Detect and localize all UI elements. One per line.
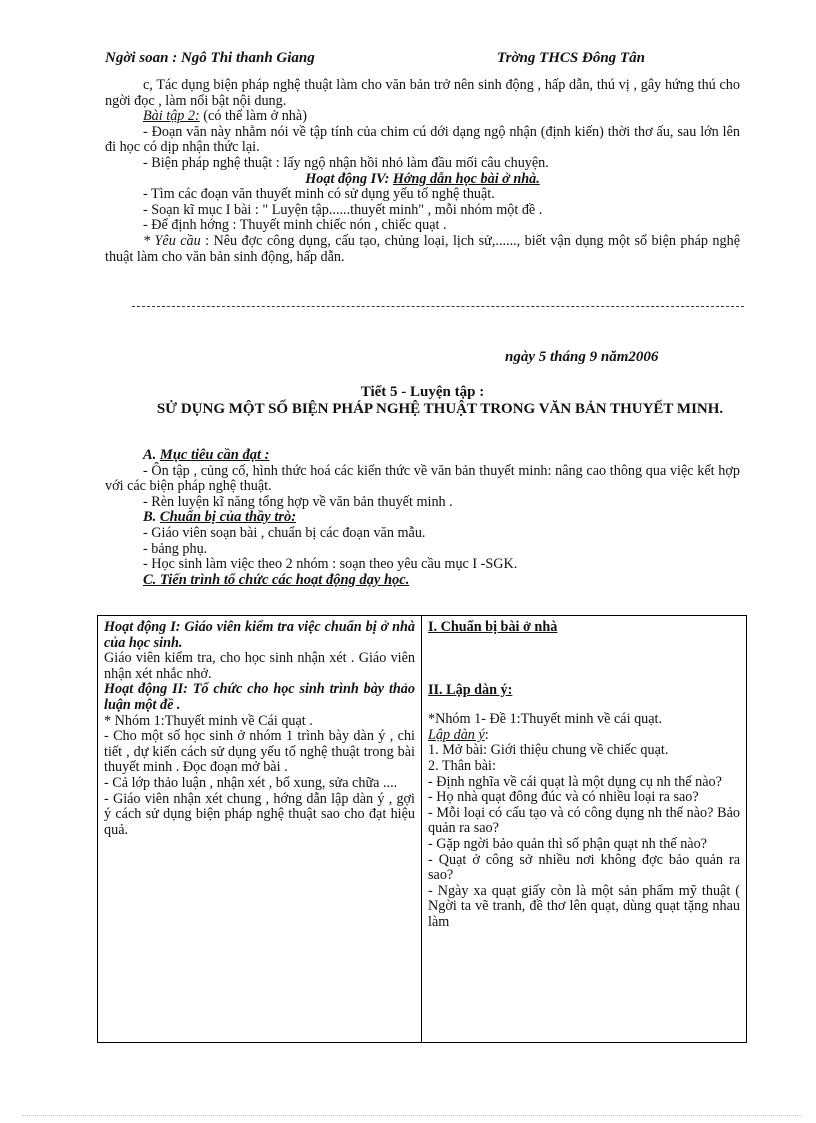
activity-2-heading: Hoạt động II: Tổ chức cho học sinh trình bày thảo luận một đề .	[104, 681, 415, 713]
section-c-heading: C. Tiến trình tổ chức các hoạt động dạy học.	[143, 571, 410, 588]
outline-item: - Họ nhà quạt đông đúc và có nhiều loại ra sao?	[428, 789, 699, 806]
activity-2-item: - Cả lớp thảo luận , nhận xét , bổ xung, sửa chữa ....	[104, 774, 398, 791]
exercise-2-note: (có thể làm ở nhà)	[199, 108, 307, 125]
exercise-2-label: Bài tập 2:	[143, 108, 200, 125]
exercise-2-line-2: - Biện pháp nghệ thuật : lấy ngộ nhận hồi nhỏ làm đầu mối câu chuyện.	[143, 154, 549, 171]
activity-1-heading: Hoạt động I: Giáo viên kiểm tra việc chuẩn bị ở nhà của học sinh.	[104, 619, 415, 651]
outline-item: - Định nghĩa về cái quạt là một dụng cụ nh thế nào?	[428, 773, 722, 790]
spacer	[428, 636, 740, 683]
activity-4-title: Hớng dẫn học bài ở nhà.	[392, 170, 540, 187]
activity-2-item: - Giáo viên nhận xét chung , hớng dẫn lập dàn ý , gợi ý cách sử dụng biện pháp nghệ thuật sao cho đạt hiệu quả.	[104, 790, 415, 838]
outline-label-line	[428, 728, 740, 744]
section-b-title: Chuẩn bị của thầy trò:	[159, 509, 297, 526]
lesson-title: SỬ DỤNG MỘT SỐ BIỆN PHÁP NGHỆ THUẬT TRONG VĂN BẢN THUYẾT MINH.	[156, 401, 724, 417]
section-a-title: Mục tiêu cần đạt :	[159, 447, 270, 463]
page-header	[105, 50, 745, 70]
part-2-heading: II. Lập dàn ý:	[428, 681, 513, 698]
section-a-label: A.	[143, 447, 160, 463]
homework-line-1: - Tìm các đoạn văn thuyết minh có sử dụng yếu tố nghệ thuật.	[143, 186, 495, 203]
objectives-section	[105, 448, 740, 588]
section-a-line-2: - Rèn luyện kĩ năng tổng hợp về văn bản thuyết minh .	[143, 493, 453, 510]
homework-line-3: - Để định hớng : Thuyết minh chiếc nón , chiếc quạt .	[143, 217, 447, 234]
activity-2-item: - Cho một số học sinh ở nhóm 1 trình bày dàn ý , chi tiết , dự kiến cách sử dụng yếu tố nghệ thuật trong bài thuyết minh . Đọc đoạn mở bài .	[104, 728, 415, 776]
section-b-line-2: - bảng phụ.	[143, 540, 208, 557]
spacer	[428, 698, 740, 712]
part-1-heading: I. Chuẩn bị bài ở nhà	[428, 619, 558, 635]
lesson-date: ngày 5 tháng 9 năm2006	[505, 349, 659, 365]
table-row	[98, 616, 747, 1043]
school-line: Trờng THCS Đông Tân	[497, 50, 645, 66]
activity-2-item: * Nhóm 1:Thuyết minh về Cái quạt .	[104, 712, 313, 729]
section-b-line-3: - Học sinh làm việc theo 2 nhóm : soạn theo yêu cầu mục I -SGK.	[143, 556, 518, 573]
outline-item: - Quạt ở công sở nhiều nơi không đợc bảo quản ra sao?	[428, 851, 740, 884]
section-a-line-1: - Ôn tập , củng cố, hình thức hoá các kiến thức về văn bản thuyết minh: nâng cao thông qua việc kết hợp với các biện pháp nghệ thuật.	[105, 462, 740, 495]
outline-item: - Mỗi loại có cấu tạo và có công dụng nh thế nào? Bảo quản ra sao?	[428, 804, 740, 837]
bottom-dotted-rule	[22, 1115, 802, 1116]
section-b-line-1: - Giáo viên soạn bài , chuẩn bị các đoạn văn mẫu.	[143, 524, 426, 541]
outline-colon: :	[484, 726, 489, 743]
activity-4-heading	[105, 172, 740, 188]
group-1-topic: *Nhóm 1- Đề 1:Thuyết minh về cái quạt.	[428, 711, 663, 728]
activities-table	[97, 615, 747, 1043]
section-b-label: B.	[143, 509, 160, 526]
dashed-separator	[132, 306, 744, 307]
outline-item: - Gặp ngời bảo quản thì số phận quạt nh thế nào?	[428, 835, 707, 852]
exercise-2-line-1: - Đoạn văn này nhằm nói về tập tính của chim cú dới dạng ngộ nhận (định kiến) thời thơ ấu, sau lớn lên đi học có dịp nhận thức lại.	[105, 123, 740, 156]
activity-1-text: Giáo viên kiểm tra, cho học sinh nhận xét . Giáo viên nhận xét nhắc nhở.	[104, 650, 415, 682]
activity-4-prefix: Hoạt động IV:	[305, 170, 393, 187]
outline-item: 2. Thân bài:	[428, 757, 496, 774]
exercise-2-heading	[105, 109, 740, 125]
homework-line-2: - Soạn kĩ mục I bài : " Luyện tập......thuyết minh" , mỗi nhóm một đề .	[143, 201, 543, 218]
section-b-heading	[105, 510, 740, 526]
outline-item: - Ngày xa quạt giấy còn là một sản phẩm mỹ thuật ( Ngời ta vẽ tranh, đề thơ lên quạt, dùng quạt tặng nhau làm	[428, 882, 740, 930]
content-cell	[422, 616, 747, 1043]
outline-item: 1. Mở bài: Giới thiệu chung về chiếc quạt.	[428, 742, 669, 759]
requirement-label: * Yêu cầu	[143, 232, 201, 249]
requirement-text: : Nêu đợc công dụng, cấu tạo, chủng loại, lịch sử,......, biết vận dụng một số biện pháp nghệ thuật làm cho văn bản sinh động, hấp dẫn.	[105, 232, 740, 265]
homework-section	[105, 78, 740, 265]
outline-label: Lập dàn ý	[428, 726, 485, 743]
paragraph-c: c, Tác dụng biện pháp nghệ thuật làm cho văn bản trở nên sinh động , hấp dẫn, thú vị , gây hứng thú cho ngời đọc , làm nổi bật nội dung.	[105, 77, 740, 109]
requirement-paragraph	[105, 234, 740, 265]
section-a-heading	[105, 448, 740, 464]
teacher-activities-cell	[98, 616, 422, 1043]
author-line: Ngời soan : Ngô Thi thanh Giang	[105, 50, 315, 66]
lesson-number: Tiết 5 - Luyện tập :	[360, 384, 485, 400]
